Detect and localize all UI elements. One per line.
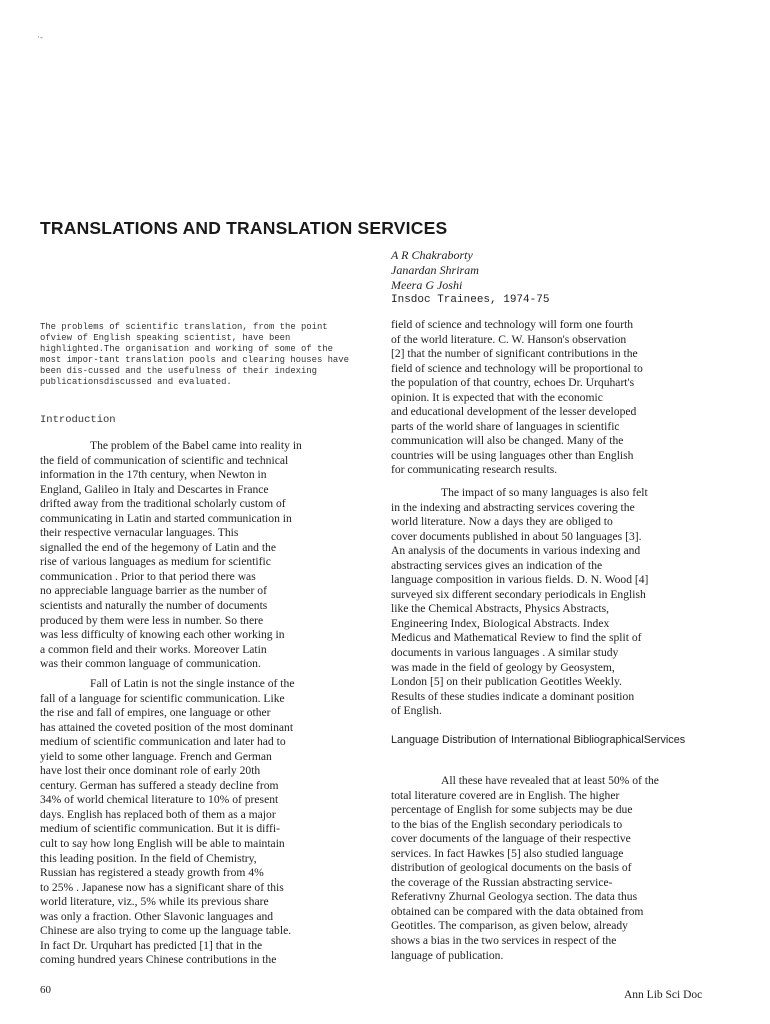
text-line: distribution of geological documents on the basis of: [391, 861, 632, 875]
text-line: in the indexing and abstracting services covering the: [391, 500, 635, 514]
text-line: Engineering Index, Biological Abstracts. Index: [391, 616, 610, 630]
author-name: Janardan Shriram: [391, 263, 479, 277]
text-line: services. In fact Hawkes [5] also studied language: [391, 846, 624, 860]
text-line: In fact Dr. Urquhart has predicted [1] that in the: [40, 938, 263, 952]
text-line: Geotitles. The comparison, as given below, already: [391, 919, 628, 933]
text-line: no appreciable language barrier as the number of: [40, 584, 267, 598]
text-line: to 25% . Japanese now has a significant share of this: [40, 880, 284, 894]
text-line: their respective vernacular languages. This: [40, 526, 239, 540]
text-line: this leading position. In the field of Chemistry,: [40, 851, 257, 865]
text-line: Results of these studies indicate a dominant position: [391, 689, 635, 703]
text-line: drifted away from the traditional scholarly custom of: [40, 497, 286, 511]
text-line: All these have revealed that at least 50% of the: [441, 774, 659, 787]
text-line: rise of various languages as medium for scientific: [40, 555, 271, 569]
text-line: medium of scientific communication. But it is diffi-: [40, 822, 280, 836]
right-column-paragraph-1: [391, 318, 726, 478]
text-line: shows a bias in the two services in respect of the: [391, 934, 617, 948]
right-column-paragraph-2: [391, 486, 726, 719]
text-line: produced by them were less in number. So there: [40, 613, 264, 627]
text-line: the population of that country, echoes Dr. Urquhart's: [391, 376, 635, 390]
author-block: [391, 248, 721, 308]
text-line: field of science and technology will be proportional to: [391, 361, 643, 375]
text-line: obtained can be compared with the data obtained from: [391, 904, 644, 918]
text-line: tant translation pools and clearing houses have been dis-: [40, 355, 349, 376]
text-line: of the world literature. C. W. Hanson's observation: [391, 332, 627, 346]
text-line: The problem of the Babel came into reality in: [90, 439, 302, 452]
text-line: An analysis of the documents in various indexing and: [391, 544, 641, 558]
text-line: for communicating research results.: [391, 463, 558, 477]
text-line: countries will be using languages other than English: [391, 448, 634, 462]
author-affiliation: Insdoc Trainees, 1974-75: [391, 294, 550, 306]
text-line: Referativny Zhurnal Geologya section. The data thus: [391, 890, 638, 904]
text-line: coming hundred years Chinese contributions in the: [40, 953, 277, 967]
text-line: view of English speaking scientist, have been highlighted.: [40, 333, 291, 354]
text-line: cover documents published in about 50 languages [3].: [391, 529, 642, 543]
text-line: England, Galileo in Italy and Descartes in France: [40, 482, 269, 496]
text-line: cult to say how long English will be able to maintain: [40, 837, 285, 851]
text-line: language composition in various fields. D. N. Wood [4]: [391, 573, 649, 587]
text-line: century. German has suffered a steady decline from: [40, 778, 279, 792]
text-line: have lost their once dominant role of early 20th: [40, 764, 261, 778]
text-line: field of science and technology will form one fourth: [391, 318, 634, 331]
article-title: TRANSLATIONS AND TRANSLATION SERVICES: [40, 218, 448, 238]
text-line: was only a fraction. Other Slavonic languages and: [40, 909, 274, 923]
text-line: the field of communication of scientific and technical: [40, 453, 289, 467]
abstract: [40, 322, 358, 388]
text-line: 34% of world chemical literature to 10% of present: [40, 793, 279, 807]
text-line: parts of the world share of languages in scientific: [391, 419, 620, 433]
text-line: cover documents of the language of their respective: [391, 832, 631, 846]
text-line: world literature. Now a days they are obliged to: [391, 515, 613, 529]
text-line: communicating in Latin and started communication in: [40, 511, 292, 525]
text-line: days. English has replaced both of them as a major: [40, 807, 276, 821]
corner-mark: ·-: [37, 32, 43, 42]
text-line: Russian has registered a steady growth from 4%: [40, 866, 264, 880]
text-line: Fall of Latin is not the single instance of the: [90, 677, 295, 690]
left-column-paragraph-2: [40, 677, 362, 968]
text-line: scientists and naturally the number of documents: [40, 599, 268, 613]
text-line: language of publication.: [391, 948, 504, 962]
text-line: documents in various languages . A similar study: [391, 646, 619, 660]
author-name: A R Chakraborty: [391, 248, 473, 262]
text-line: and educational development of the lesser developed: [391, 405, 637, 419]
section-heading: Introduction: [40, 414, 116, 426]
text-line: has attained the coveted position of the most dominant: [40, 720, 294, 734]
text-line: signalled the end of the hegemony of Latin and the: [40, 540, 276, 554]
author-name: Meera G Joshi: [391, 278, 463, 292]
text-line: The organisation and working of some of the most impor-: [40, 344, 333, 365]
text-line: total literature covered are in English. The higher: [391, 788, 620, 802]
text-line: yield to some other language. French and German: [40, 749, 272, 763]
text-line: was their common language of communication.: [40, 657, 261, 671]
text-line: was less difficulty of knowing each other working in: [40, 628, 285, 642]
text-line: Language Distribution of International Bibliographical: [391, 734, 644, 746]
journal-footer: Ann Lib Sci Doc: [624, 989, 703, 1001]
text-line: fall of a language for scientific communication. Like: [40, 691, 285, 705]
text-line: the rise and fall of empires, one language or other: [40, 706, 271, 720]
text-line: the coverage of the Russian abstracting service-: [391, 875, 613, 889]
text-line: opinion. It is expected that with the economic: [391, 390, 603, 404]
text-line: [2] that the number of significant contributions in the: [391, 347, 638, 361]
page-number: 60: [40, 984, 51, 996]
right-column-paragraph-3: [391, 774, 726, 963]
text-line: was made in the field of geology by Geosystem,: [391, 660, 615, 674]
text-line: world literature, viz., 5% while its previous share: [40, 895, 269, 909]
text-line: Chinese are also trying to come up the language table.: [40, 924, 292, 938]
text-line: of English.: [391, 704, 442, 718]
text-line: medium of scientific communication and later had to: [40, 735, 286, 749]
text-line: cussed and the usefulness of their indexing publications: [40, 366, 317, 387]
text-line: The impact of so many languages is also felt: [441, 486, 648, 499]
left-column-paragraph-1: [40, 439, 362, 672]
text-line: Medicus and Mathematical Review to find the split of: [391, 631, 642, 645]
text-line: percentage of English for some subjects may be due: [391, 803, 633, 817]
text-line: The problems of scientific translation, from the point of: [40, 322, 328, 343]
text-line: surveyed six different secondary periodicals in English: [391, 587, 646, 601]
text-line: discussed and evaluated.: [103, 377, 232, 387]
text-line: to the bias of the English secondary periodicals to: [391, 817, 623, 831]
text-line: communication will also be changed. Many of the: [391, 434, 624, 448]
text-line: London [5] on their publication Geotitles Weekly.: [391, 675, 622, 689]
text-line: Services: [643, 734, 686, 746]
text-line: communication . Prior to that period there was: [40, 569, 256, 583]
text-line: a common field and their works. Moreover Latin: [40, 642, 267, 656]
text-line: information in the 17th century, when Newton in: [40, 468, 267, 482]
text-line: abstracting services gives an indication of the: [391, 558, 603, 572]
section-subheading: [391, 733, 726, 747]
text-line: like the Chemical Abstracts, Physics Abstracts,: [391, 602, 609, 616]
